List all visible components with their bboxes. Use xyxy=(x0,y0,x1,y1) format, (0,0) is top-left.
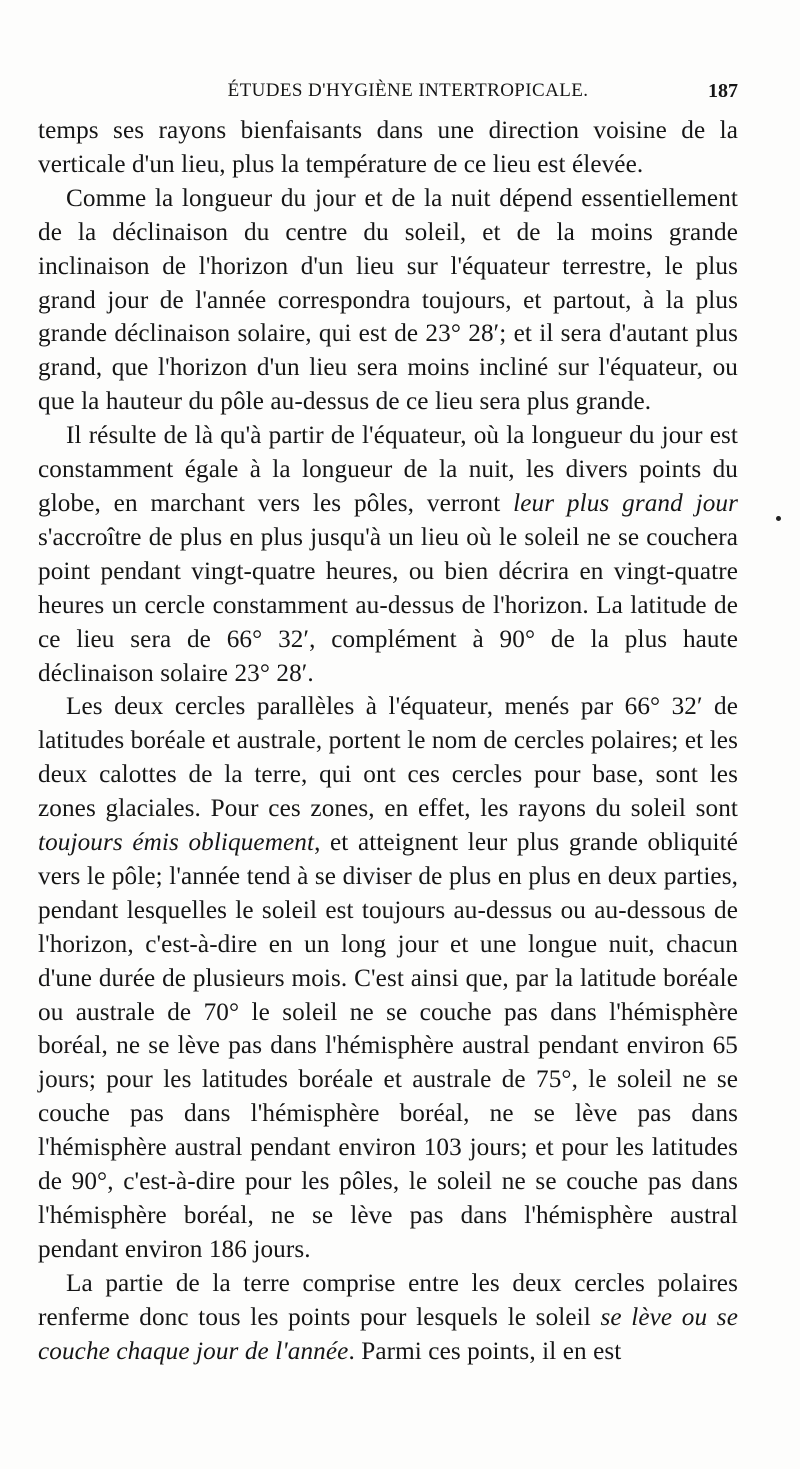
text-run: , et atteignent leur plus grande obliquité vers le pôle; l'année tend à se diviser de plus en plus en deux parties, pendant lesquelles le soleil est toujours au-dessus ou au-dessous de l'horizon, c'est-à-dire en un long jour et une longue nuit, chacun d'une durée de plusieurs mois. C'est ainsi que, par la latitude boréale ou australe de 70° le soleil ne se couche pas dans l'hémisphère boréal, ne se lève pas dans l'hémisphère austral pendant environ 65 jours; pour les latitudes boréale et australe de 75°, le soleil ne se couche pas dans l'hémisphère boréal, ne se lève pas dans l'hémisphère austral pendant environ 103 jours; et pour les latitudes de 90°, c'est-à-dire pour les pôles, le soleil ne se couche pas dans l'hémisphère boréal, ne se lève pas dans l'hémisphère austral pendant environ 186 jours. xyxy=(38,829,738,1263)
italic-text: se lève ou se couche chaque jour de l'année xyxy=(38,1303,738,1365)
paragraph xyxy=(38,1267,738,1369)
paragraph xyxy=(38,419,738,690)
running-header xyxy=(38,80,738,110)
text-run: . Parmi ces points, il en est xyxy=(348,1337,622,1365)
ink-speck xyxy=(776,516,781,521)
text-run: s'accroître de plus en plus jusqu'à un lieu où le soleil ne se couchera point pendant vingt-quatre heures, ou bien décrira en vingt-quatre heures un cercle constamment au-dessus de l'horizon. La latitude de ce lieu sera de 66° 32′, complément à 90° de la plus haute déclinaison solaire 23° 28′. xyxy=(38,523,738,687)
text-run: Comme la longueur du jour et de la nuit dépend essentiellement de la déclinaison du centre du soleil, et de la moins grande inclinaison de l'horizon d'un lieu sur l'équateur terrestre, le plus grand jour de l'année correspondra toujours, et partout, à la plus grande déclinaison solaire, qui est de 23° 28′; et il sera d'autant plus grand, que l'horizon d'un lieu sera moins incliné sur l'équateur, ou que la hauteur du pôle au-dessus de ce lieu sera plus grande. xyxy=(38,184,738,416)
paragraph xyxy=(38,182,738,419)
text-run: Il résulte de là qu'à partir de l'équateur, où la longueur du jour est constamment égale à la longueur de la nuit, les divers points du globe, en marchant vers les pôles, verront xyxy=(38,422,738,517)
running-title: ÉTUDES D'HYGIÈNE INTERTROPICALE. xyxy=(227,80,589,101)
italic-text: toujours émis obliquement xyxy=(38,829,315,857)
body-text xyxy=(38,114,738,1369)
text-run: La partie de la terre comprise entre les deux cercles polaires renferme donc tous les points pour lesquels le soleil xyxy=(38,1269,738,1331)
italic-text: leur plus grand jour xyxy=(513,489,738,517)
paragraph xyxy=(38,690,738,1266)
text-run: temps ses rayons bienfaisants dans une direction voisine de la verticale d'un lieu, plus la température de ce lieu est élevée. xyxy=(38,117,738,178)
text-run: Les deux cercles parallèles à l'équateur, menés par 66° 32′ de latitudes boréale et australe, portent le nom de cercles polaires; et les deux calottes de la terre, qui ont ces cercles pour base, sont les zones glaciales. Pour ces zones, en effet, les rayons du soleil sont xyxy=(38,693,738,823)
page-number: 187 xyxy=(708,80,738,102)
paragraph xyxy=(38,114,738,182)
